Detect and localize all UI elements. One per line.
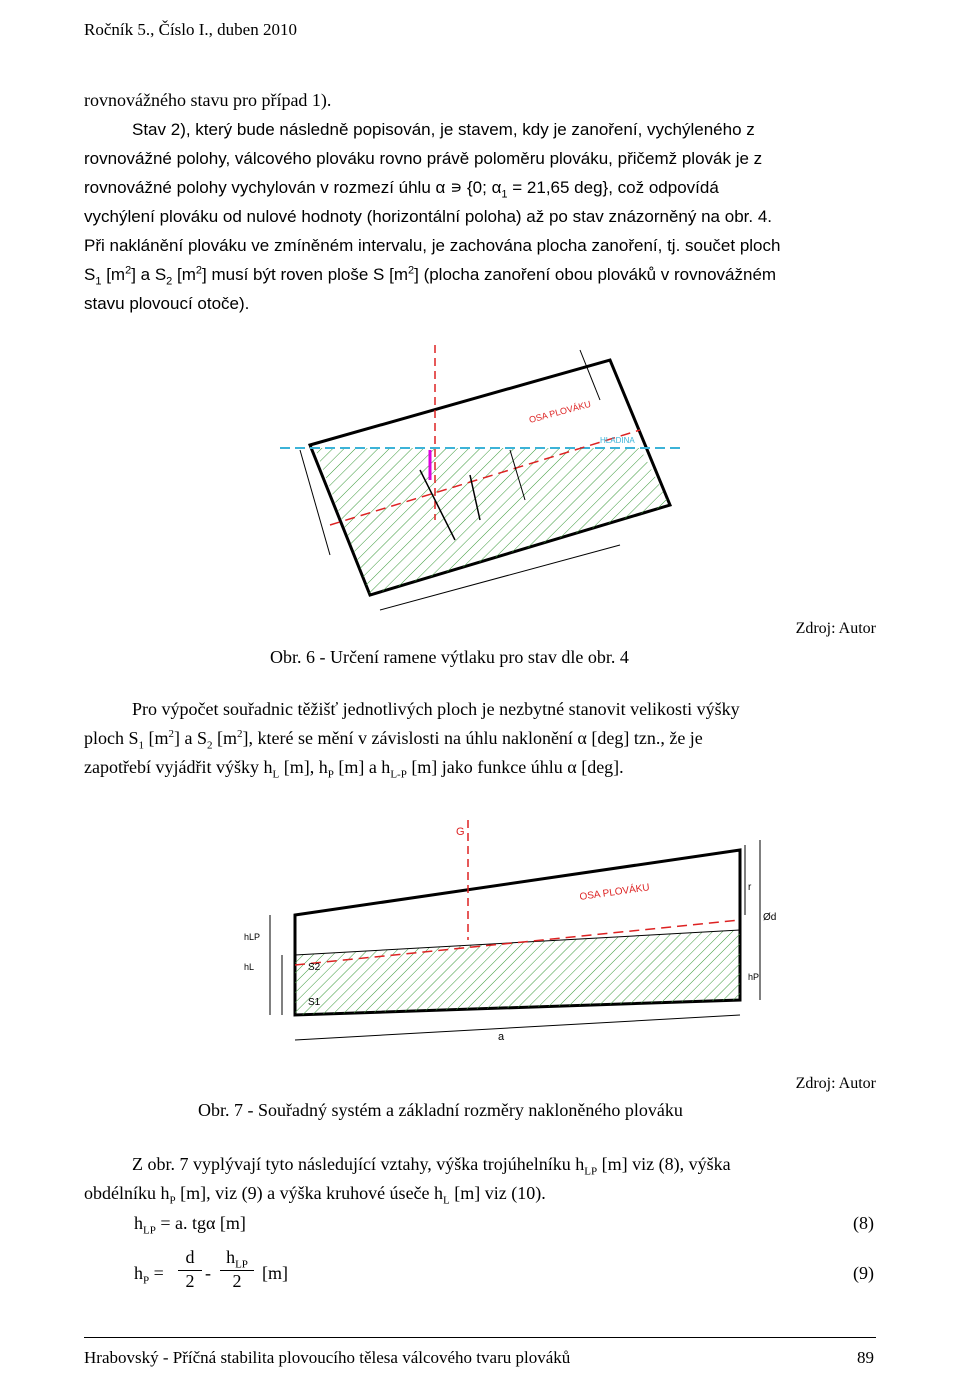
eq9-minus: - xyxy=(205,1263,211,1283)
footer-text: Hrabovský - Příčná stabilita plovoucího tělesa válcového tvaru plováků xyxy=(84,1348,571,1367)
p1-line-6: Při naklánění plováku ve zmíněném intervalu, je zachována plocha zanoření, tj. součet ploch xyxy=(84,236,781,255)
fig6-source: Zdroj: Autor xyxy=(795,620,876,637)
fig7-caption: Obr. 7 - Souřadný systém a základní rozměry nakloněného plováku xyxy=(198,1100,683,1120)
p2-line-3: zapotřebí vyjádřit výšky $h_L$ [m], $h_P$ [m] a $h_{L-P}$ [m] jako funkce úhlu α [deg]. xyxy=(84,757,624,781)
equation-8-number: (8) xyxy=(853,1213,874,1233)
eq9-frac-hlp: $h_{LP}$ 2 xyxy=(220,1247,254,1292)
p1-line-8: stavu plovoucí otoče). xyxy=(84,294,250,313)
footer-rule xyxy=(84,1337,876,1338)
fig7-a-label: a xyxy=(498,1031,505,1043)
fig7-hlp-label: hLP xyxy=(244,932,261,942)
paragraph-2 xyxy=(84,695,876,782)
p3-line-1: Z obr. 7 vyplývají tyto následující vztahy, výška trojúhelníku $h_{LP}$ [m] viz (8), výška xyxy=(132,1154,731,1178)
fig6-water-label: HLADINA xyxy=(600,436,635,445)
fig7-axis-label: OSA PLOVÁKU xyxy=(578,882,651,903)
fig7-hl-label: hL xyxy=(244,962,255,972)
p3-line-2: obdélníku $h_P$ [m], viz (9) a výška kruhové úseče $h_L$ [m] viz (10). xyxy=(84,1183,546,1207)
equation-9-lhs: $h_P$ = xyxy=(134,1263,164,1287)
fig6-axis-label: OSA PLOVÁKU xyxy=(527,398,592,425)
page-number: 89 xyxy=(857,1348,874,1367)
fig7-s1-label: S1 xyxy=(308,997,321,1008)
fig7-r-label: r xyxy=(748,882,752,893)
p1-line-3: rovnovážné polohy, válcového plováku rovno právě poloměru plováku, přičemž plovák je z xyxy=(84,149,763,168)
eq9-frac-d: $\frac{d}{2}$ xyxy=(178,1247,202,1292)
fig6-caption: Obr. 6 - Určení ramene výtlaku pro stav dle obr. 4 xyxy=(270,647,629,667)
figure-7-diagram xyxy=(240,800,780,1070)
fig7-s2-label: S2 xyxy=(308,962,321,973)
paragraph-3 xyxy=(84,1150,876,1208)
fig7-hp-label: hP xyxy=(748,972,760,982)
running-header: Ročník 5., Číslo I., duben 2010 xyxy=(84,20,297,39)
p1-line-1: rovnovážného stavu pro případ 1). xyxy=(84,90,332,110)
equation-8: $h_{LP} = a$. tgα [m] xyxy=(134,1213,246,1237)
eq9-unit: [m] xyxy=(262,1263,288,1283)
p1-line-5: vychýlení plováku od nulové hodnoty (horizontální poloha) až po stav znázorněný na obr. 4. xyxy=(84,207,772,226)
p1-line-7: $S_1$ $[m^2]$ a $S_2$ $[m^2]$ musí být roven ploše S $[m^2]$ (plocha zanoření obou plováků v rovnovážném xyxy=(84,264,777,288)
p2-line-1: Pro výpočet souřadnic těžišť jednotlivých ploch je nezbytné stanovit velikosti výšky xyxy=(132,699,740,719)
fig7-g-label: G xyxy=(456,826,465,838)
paragraph-1 xyxy=(84,86,876,318)
p1-line-4: rovnovážné polohy vychylován v rozmezí úhlu α ∍ {0; $\alpha_1 = 21,65$ deg}, což odpovídá xyxy=(84,178,719,201)
equation-9-number: (9) xyxy=(853,1263,874,1283)
p1-line-2: Stav 2), který bude následně popisován, je stavem, kdy je zanoření, vychýleného z xyxy=(132,120,755,139)
p2-line-2: ploch $S_1$ $[m^2]$ a $S_2$ $[m^2]$, které se mění v závislosti na úhlu naklonění α [deg] tzn., že je xyxy=(84,728,703,752)
fig7-source: Zdroj: Autor xyxy=(795,1075,876,1092)
fig7-d-label: Ød xyxy=(763,912,777,923)
figure-6-diagram xyxy=(270,330,690,620)
